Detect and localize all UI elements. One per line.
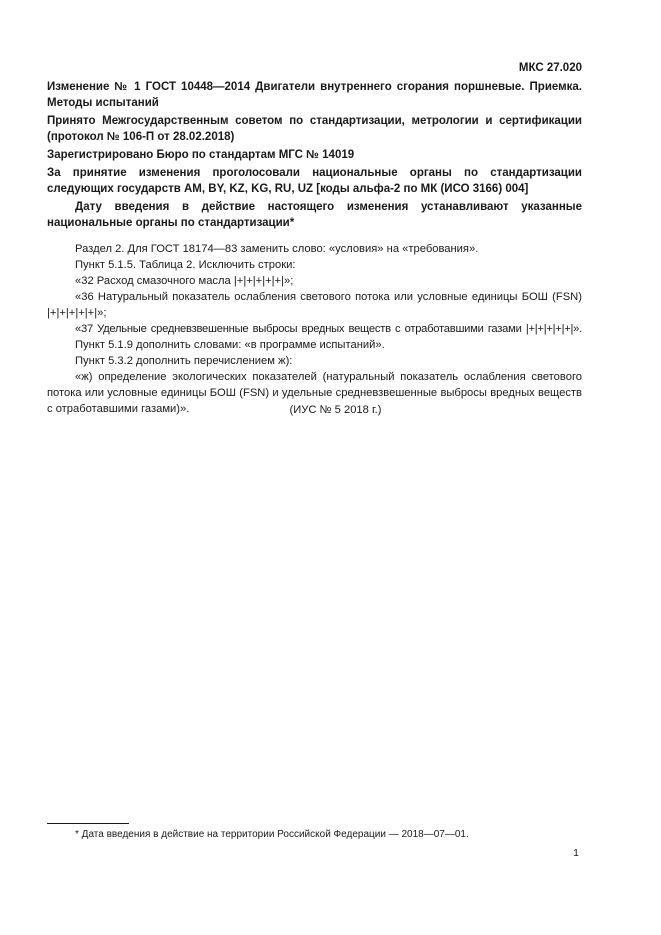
registration-statement: Зарегистрировано Бюро по стандартам МГС № 14019 <box>47 149 355 161</box>
paragraph: Раздел 2. Для ГОСТ 18174—83 заменить слово: «условия» на «требования». <box>75 243 479 255</box>
paragraph: «37 Удельные средневзвешенные выбросы вредных веществ с отработавшими газами |+|+|+|+|+|». <box>75 323 582 335</box>
paragraph: Пункт 5.1.9 дополнить словами: «в программе испытаний». <box>75 339 385 351</box>
footnote-divider <box>47 823 129 824</box>
effective-date-note: Дату введения в действие настоящего изменения устанавливают указанные национальные органы по стандартизации* <box>47 201 582 229</box>
voting-statement: За принятие изменения проголосовали национальные органы по стандартизации следующих государств AM, BY, KZ, KG, RU, UZ [коды альфа-2 по МК (ИСО 3166) 004] <box>47 167 582 195</box>
paragraph: Пункт 5.3.2 дополнить перечислением ж): <box>75 355 293 367</box>
footnote: * Дата введения в действие на территории Российской Федерации — 2018—07—01. <box>75 829 469 840</box>
amendment-title: Изменение № 1 ГОСТ 10448—2014 Двигатели внутреннего сгорания поршневые. Приемка. Методы испытаний <box>47 81 582 109</box>
paragraph: Пункт 5.1.5. Таблица 2. Исключить строки: <box>75 259 296 271</box>
amendment-body <box>47 241 582 417</box>
source-reference: (ИУС № 5 2018 г.) <box>289 404 382 416</box>
paragraph: «36 Натуральный показатель ослабления светового потока или условные единицы БОШ (FSN) |+|+|+|+|+|»; <box>47 291 582 319</box>
paragraph: «32 Расход смазочного масла |+|+|+|+|+|»; <box>75 275 294 287</box>
paragraph: «ж) определение экологических показателей (натуральный показатель ослабления светового потока или условные единицы БОШ (FSN) и удельные средневзвешенные выбросы вредных веществ с отработавшими газами)». <box>47 371 582 415</box>
adopted-by-statement: Принято Межгосударственным советом по стандартизации, метрологии и сертификации (протокол № 106-П от 28.02.2018) <box>47 115 582 143</box>
classification-code: МКС 27.020 <box>518 62 582 74</box>
page-number: 1 <box>573 847 579 859</box>
